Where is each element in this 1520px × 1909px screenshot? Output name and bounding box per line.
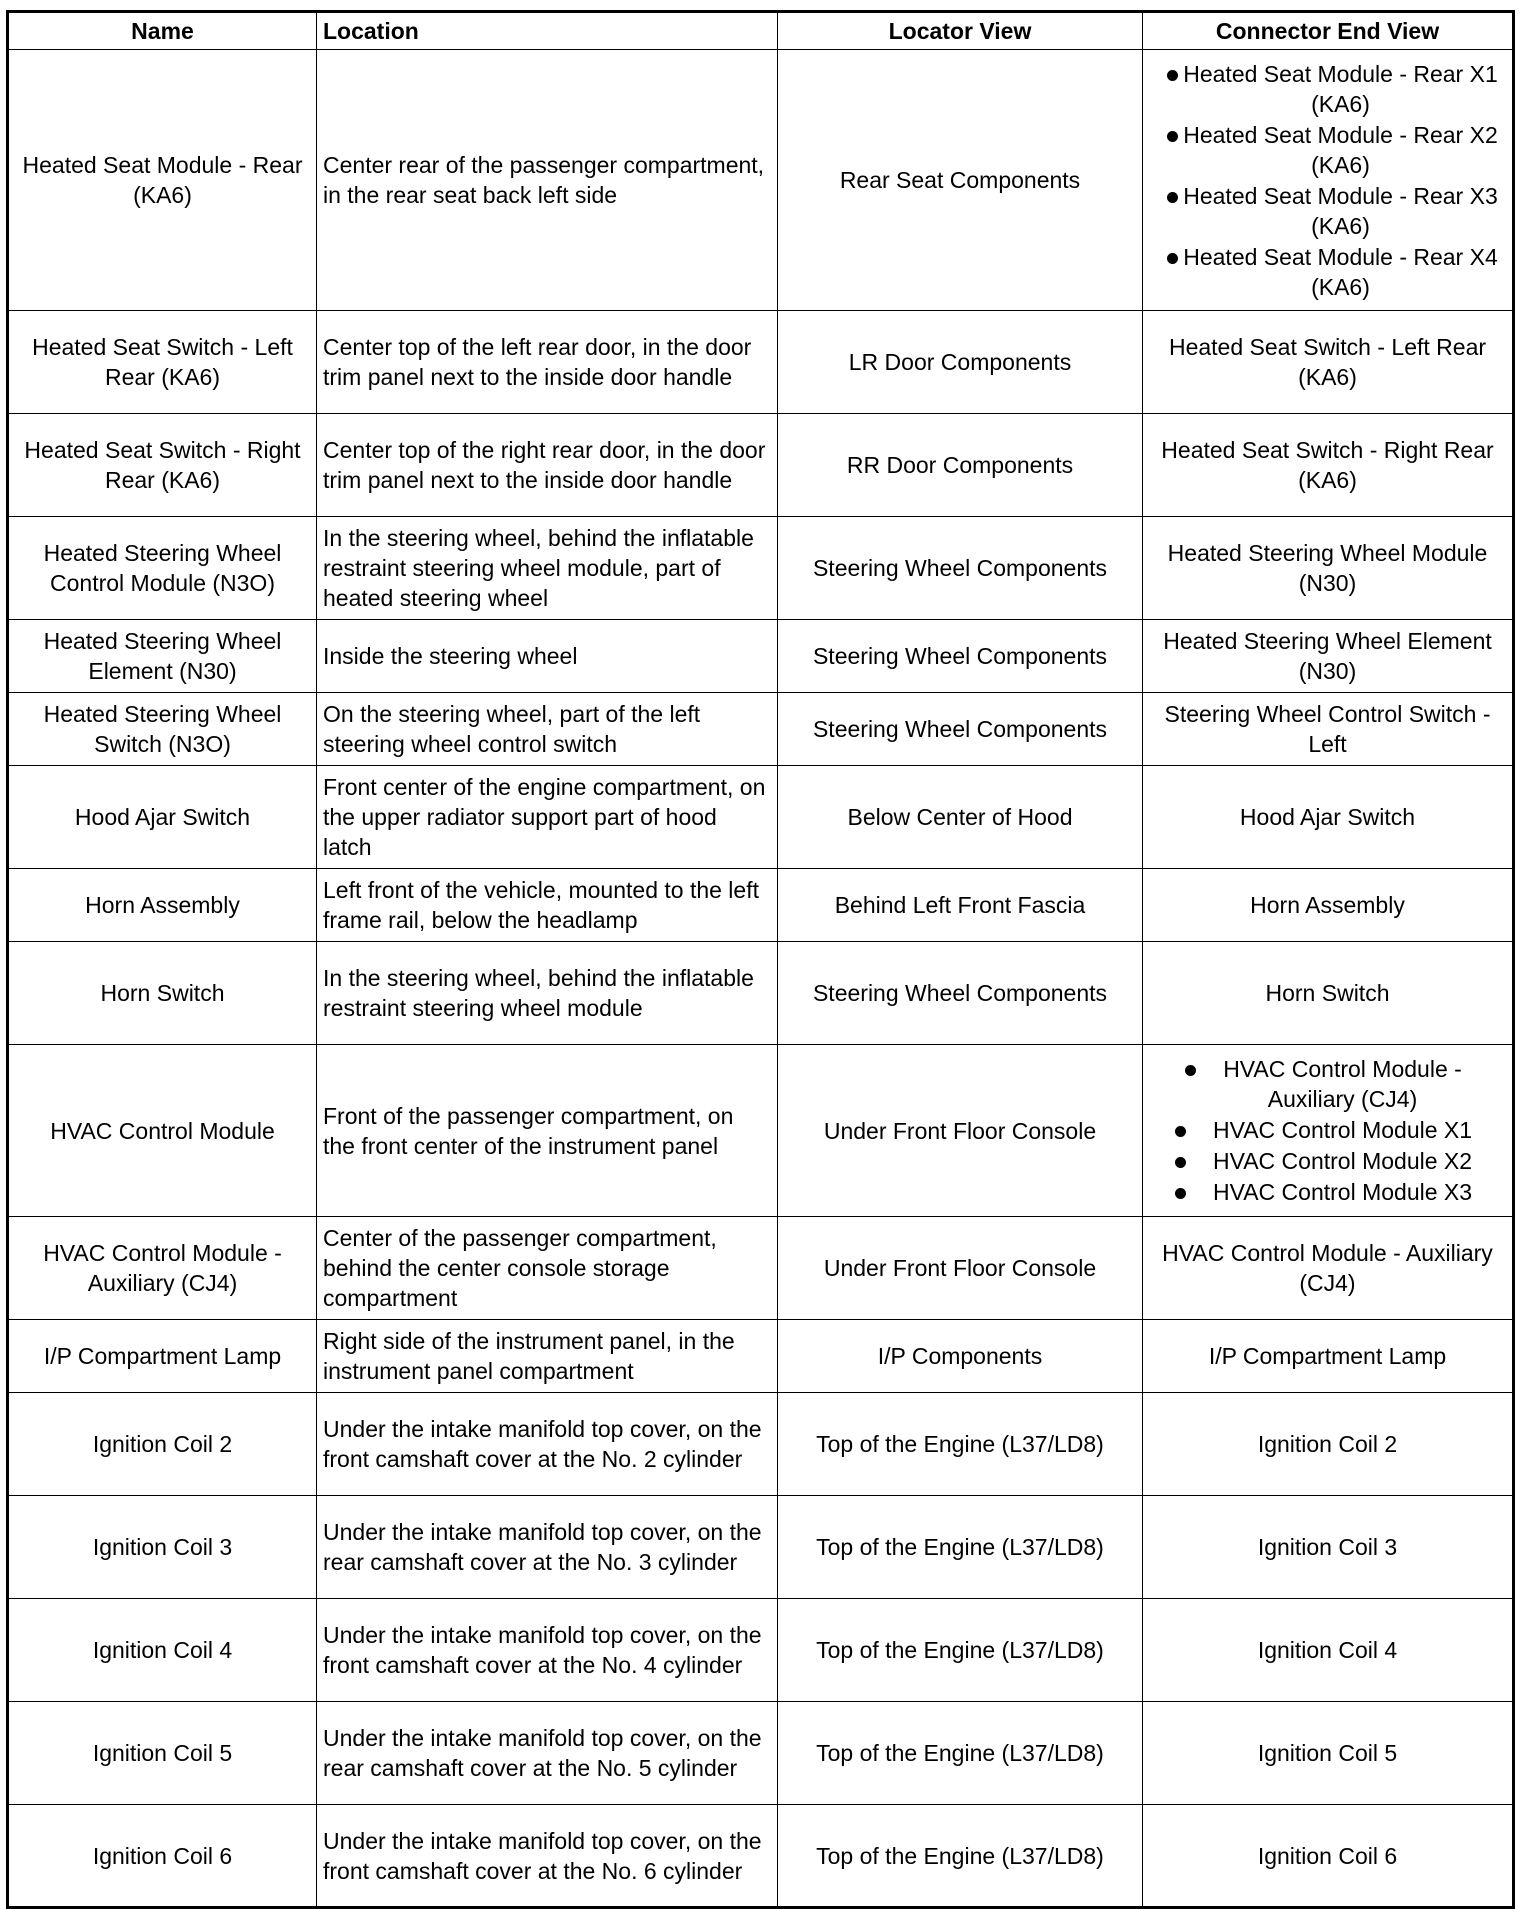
- table-row: [8, 1045, 1514, 1217]
- bullet-icon: [1185, 1065, 1196, 1076]
- bullet-icon: [1167, 192, 1178, 203]
- list-item: [1149, 59, 1506, 119]
- header-connector-end-view: Connector End View: [1143, 12, 1514, 50]
- cell-location: Center top of the left rear door, in the door trim panel next to the inside door handle: [317, 311, 778, 414]
- cell-location: In the steering wheel, behind the inflatable restraint steering wheel module: [317, 942, 778, 1045]
- cell-name: Horn Assembly: [8, 869, 317, 942]
- cell-name: Horn Switch: [8, 942, 317, 1045]
- table-row: [8, 1702, 1514, 1805]
- cell-locator-view: Under Front Floor Console: [778, 1217, 1143, 1320]
- cell-location: Center rear of the passenger compartment, in the rear seat back left side: [317, 50, 778, 311]
- list-item: [1149, 1054, 1506, 1114]
- table-row: [8, 311, 1514, 414]
- cell-connector-end-view: Ignition Coil 3: [1143, 1496, 1514, 1599]
- cell-locator-view: Steering Wheel Components: [778, 620, 1143, 693]
- cell-location: Front of the passenger compartment, on the front center of the instrument panel: [317, 1045, 778, 1217]
- cell-connector-end-view: Horn Switch: [1143, 942, 1514, 1045]
- cell-connector-end-view: Heated Steering Wheel Module (N30): [1143, 517, 1514, 620]
- bullet-icon: [1175, 1126, 1186, 1137]
- connector-list: [1149, 1054, 1506, 1207]
- table-row: [8, 766, 1514, 869]
- cell-connector-end-view: Ignition Coil 4: [1143, 1599, 1514, 1702]
- connector-label: HVAC Control Module - Auxiliary (CJ4): [1223, 1056, 1462, 1112]
- cell-connector-end-view: Heated Seat Switch - Right Rear (KA6): [1143, 414, 1514, 517]
- cell-connector-end-view: [1143, 50, 1514, 311]
- table-row: [8, 1496, 1514, 1599]
- cell-locator-view: Behind Left Front Fascia: [778, 869, 1143, 942]
- cell-locator-view: Steering Wheel Components: [778, 517, 1143, 620]
- cell-locator-view: Top of the Engine (L37/LD8): [778, 1393, 1143, 1496]
- table-row: [8, 1393, 1514, 1496]
- cell-location: Under the intake manifold top cover, on the front camshaft cover at the No. 4 cylinder: [317, 1599, 778, 1702]
- cell-connector-end-view: Horn Assembly: [1143, 869, 1514, 942]
- cell-locator-view: Top of the Engine (L37/LD8): [778, 1702, 1143, 1805]
- cell-connector-end-view: Ignition Coil 6: [1143, 1805, 1514, 1908]
- table-row: [8, 942, 1514, 1045]
- cell-name: HVAC Control Module - Auxiliary (CJ4): [8, 1217, 317, 1320]
- cell-location: Center top of the right rear door, in the door trim panel next to the inside door handle: [317, 414, 778, 517]
- bullet-icon: [1175, 1157, 1186, 1168]
- connector-label: HVAC Control Module X2: [1212, 1148, 1473, 1174]
- list-item: [1149, 242, 1506, 302]
- cell-location: Under the intake manifold top cover, on the rear camshaft cover at the No. 5 cylinder: [317, 1702, 778, 1805]
- cell-locator-view: Under Front Floor Console: [778, 1045, 1143, 1217]
- bullet-icon: [1175, 1188, 1186, 1199]
- table-row: [8, 693, 1514, 766]
- header-location: Location: [317, 12, 778, 50]
- cell-location: Left front of the vehicle, mounted to the left frame rail, below the headlamp: [317, 869, 778, 942]
- table-row: [8, 869, 1514, 942]
- cell-name: Heated Seat Switch - Right Rear (KA6): [8, 414, 317, 517]
- header-locator-view: Locator View: [778, 12, 1143, 50]
- cell-name: I/P Compartment Lamp: [8, 1320, 317, 1393]
- cell-connector-end-view: Steering Wheel Control Switch - Left: [1143, 693, 1514, 766]
- connector-label: HVAC Control Module X1: [1212, 1117, 1473, 1143]
- cell-locator-view: Steering Wheel Components: [778, 693, 1143, 766]
- component-locator-table: [6, 10, 1515, 1909]
- cell-name: Hood Ajar Switch: [8, 766, 317, 869]
- cell-location: Inside the steering wheel: [317, 620, 778, 693]
- list-item: [1149, 1177, 1506, 1207]
- cell-location: Center of the passenger compartment, behind the center console storage compartment: [317, 1217, 778, 1320]
- cell-location: Right side of the instrument panel, in the instrument panel compartment: [317, 1320, 778, 1393]
- list-item: [1149, 1146, 1506, 1176]
- cell-name: HVAC Control Module: [8, 1045, 317, 1217]
- cell-connector-end-view: Heated Steering Wheel Element (N30): [1143, 620, 1514, 693]
- list-item: [1149, 120, 1506, 180]
- cell-locator-view: Top of the Engine (L37/LD8): [778, 1599, 1143, 1702]
- connector-list: [1149, 59, 1506, 302]
- cell-location: Front center of the engine compartment, on the upper radiator support part of hood latch: [317, 766, 778, 869]
- table-row: [8, 620, 1514, 693]
- cell-locator-view: Rear Seat Components: [778, 50, 1143, 311]
- bullet-icon: [1167, 131, 1178, 142]
- cell-location: Under the intake manifold top cover, on the front camshaft cover at the No. 2 cylinder: [317, 1393, 778, 1496]
- cell-connector-end-view: Heated Seat Switch - Left Rear (KA6): [1143, 311, 1514, 414]
- cell-name: Ignition Coil 4: [8, 1599, 317, 1702]
- cell-connector-end-view: I/P Compartment Lamp: [1143, 1320, 1514, 1393]
- cell-location: Under the intake manifold top cover, on the rear camshaft cover at the No. 3 cylinder: [317, 1496, 778, 1599]
- cell-locator-view: Steering Wheel Components: [778, 942, 1143, 1045]
- cell-locator-view: Below Center of Hood: [778, 766, 1143, 869]
- table-row: [8, 1805, 1514, 1908]
- table-row: [8, 50, 1514, 311]
- table-row: [8, 1599, 1514, 1702]
- table-row: [8, 1217, 1514, 1320]
- table-row: [8, 414, 1514, 517]
- cell-connector-end-view: [1143, 1045, 1514, 1217]
- cell-connector-end-view: HVAC Control Module - Auxiliary (CJ4): [1143, 1217, 1514, 1320]
- cell-locator-view: Top of the Engine (L37/LD8): [778, 1496, 1143, 1599]
- bullet-icon: [1167, 253, 1178, 264]
- cell-name: Ignition Coil 5: [8, 1702, 317, 1805]
- bullet-icon: [1167, 70, 1178, 81]
- cell-name: Heated Steering Wheel Element (N30): [8, 620, 317, 693]
- cell-connector-end-view: Ignition Coil 2: [1143, 1393, 1514, 1496]
- cell-location: Under the intake manifold top cover, on the front camshaft cover at the No. 6 cylinder: [317, 1805, 778, 1908]
- cell-name: Ignition Coil 2: [8, 1393, 317, 1496]
- cell-connector-end-view: Hood Ajar Switch: [1143, 766, 1514, 869]
- list-item: [1149, 181, 1506, 241]
- cell-location: In the steering wheel, behind the inflatable restraint steering wheel module, part of heated steering wheel: [317, 517, 778, 620]
- table-row: [8, 1320, 1514, 1393]
- cell-name: Heated Seat Module - Rear (KA6): [8, 50, 317, 311]
- cell-locator-view: Top of the Engine (L37/LD8): [778, 1805, 1143, 1908]
- connector-label: HVAC Control Module X3: [1212, 1179, 1473, 1205]
- cell-connector-end-view: Ignition Coil 5: [1143, 1702, 1514, 1805]
- connector-label: Heated Seat Module - Rear X4 (KA6): [1183, 243, 1498, 300]
- header-name: Name: [8, 12, 317, 50]
- cell-name: Heated Steering Wheel Control Module (N3O): [8, 517, 317, 620]
- cell-location: On the steering wheel, part of the left steering wheel control switch: [317, 693, 778, 766]
- cell-name: Ignition Coil 6: [8, 1805, 317, 1908]
- cell-name: Ignition Coil 3: [8, 1496, 317, 1599]
- header-row: [8, 12, 1514, 50]
- cell-name: Heated Steering Wheel Switch (N3O): [8, 693, 317, 766]
- connector-label: Heated Seat Module - Rear X3 (KA6): [1183, 182, 1498, 239]
- cell-locator-view: I/P Components: [778, 1320, 1143, 1393]
- connector-label: Heated Seat Module - Rear X2 (KA6): [1183, 121, 1498, 178]
- cell-locator-view: LR Door Components: [778, 311, 1143, 414]
- cell-name: Heated Seat Switch - Left Rear (KA6): [8, 311, 317, 414]
- cell-locator-view: RR Door Components: [778, 414, 1143, 517]
- connector-label: Heated Seat Module - Rear X1 (KA6): [1183, 60, 1498, 117]
- table-row: [8, 517, 1514, 620]
- list-item: [1149, 1115, 1506, 1145]
